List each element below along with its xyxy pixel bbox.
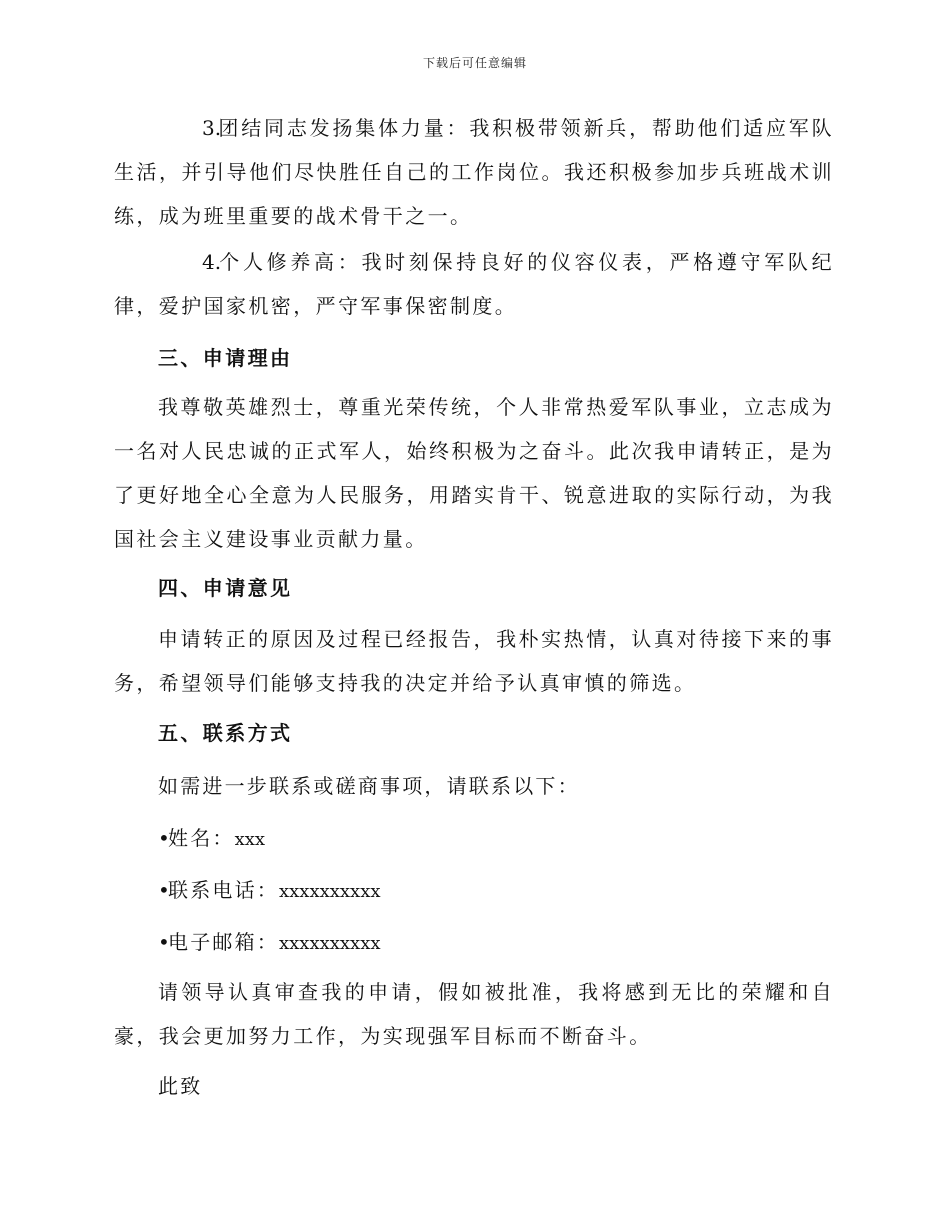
paragraph-reason: 我尊敬英雄烈士，尊重光荣传统，个人非常热爱军队事业，立志成为一名对人民忠诚的正式军人，始终积极为之奋斗。此次我申请转正，是为了更好地全心全意为人民服务，用踏实肯干、锐意进取的实际行动，为我国社会主义建设事业贡献力量。: [114, 395, 834, 551]
item-number: 4.: [202, 250, 222, 274]
contact-item-phone: [158, 875, 381, 907]
contact-value: xxxxxxxxxx: [279, 881, 381, 902]
contact-value: xxxxxxxxxx: [279, 933, 381, 954]
contact-intro: 如需进一步联系或磋商事项，请联系以下：: [158, 774, 580, 798]
paragraph-item-3: [114, 106, 834, 238]
paragraph-opinion: 申请转正的原因及过程已经报告，我朴实热情，认真对待接下来的事务，希望领导们能够支持我的决定并给予认真审慎的筛选。: [114, 627, 834, 695]
section-heading-reason: 三、申请理由: [158, 346, 293, 370]
section-heading-contact: 五、联系方式: [158, 721, 293, 745]
section-heading-opinion: 四、申请意见: [158, 576, 293, 600]
paragraph-item-4: [114, 240, 834, 328]
header-note: 下载后可任意编辑: [422, 56, 527, 70]
contact-label: 电子邮箱：: [168, 930, 279, 954]
item-number: 3.: [202, 116, 222, 140]
bullet-icon: •: [158, 930, 170, 954]
contact-value: xxx: [234, 829, 266, 850]
paragraph-closing: 请领导认真审查我的申请，假如被批准，我将感到无比的荣耀和自豪，我会更加努力工作，为实现强军目标而不断奋斗。: [114, 980, 834, 1048]
contact-label: 联系电话：: [168, 878, 279, 902]
item-text: 个人修养高：我时刻保持良好的仪容仪表，严格遵守军队纪律，爱护国家机密，严守军事保密制度。: [114, 250, 834, 318]
item-text: 团结同志发扬集体力量：我积极带领新兵，帮助他们适应军队生活，并引导他们尽快胜任自己的工作岗位。我还积极参加步兵班战术训练，成为班里重要的战术骨干之一。: [114, 116, 834, 228]
salutation: 此致: [158, 1074, 203, 1098]
contact-item-email: [158, 927, 381, 959]
contact-item-name: [158, 823, 265, 855]
bullet-icon: •: [158, 878, 170, 902]
bullet-icon: •: [158, 826, 170, 850]
contact-label: 姓名：: [168, 826, 235, 850]
